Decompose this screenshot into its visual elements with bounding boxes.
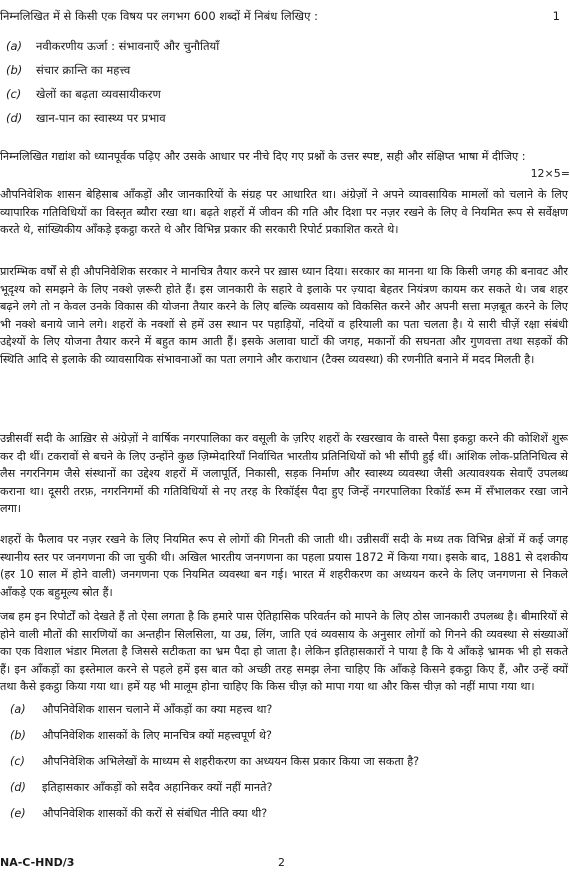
passage-paragraph-5: जब हम इन रिपोर्टों को देखते हैं तो ऐसा लगता है कि हमारे पास ऐतिहासिक परिवर्तन को मापने के लिए ठोस जानकारी उपलब्ध है। बीमारियों से होने वाली मौतों की सारणियों का अन्तहीन सिलसिला, या उम्र, लिंग, जाति एवं व्यवसाय के अनुसार लोगों को गिनने की व्यवस्था से संख्याओं का एक विशाल भंडार मिलता है जिससे सटीकता का भ्रम पैदा हो जाता है। लेकिन इतिहासकारों ने पाया है कि ये आँकड़े भ्रामक भी हो सकते हैं। इन आँकड़ों का इस्तेमाल करने से पहले हमें इस बात को अच्छी तरह समझ लेना चाहिए कि आँकड़े किसने इकट्ठा किए हैं, और उन्हें क्यों तथा कैसे इकट्ठा किया गया था। हमें यह भी मालूम होना चाहिए कि किस चीज़ को मापा गया था और किस चीज़ को नहीं मापा गया था। — [0, 610, 568, 694]
option-label: (b) — [6, 63, 23, 77]
question-1 — [0, 8, 560, 24]
passage-paragraph-4: शहरों के फैलाव पर नज़र रखने के लिए नियमित रूप से लोगों की गिनती की जाती थी। उन्नीसवीं सदी के मध्य तक विभिन्न क्षेत्रों में कई जगह स्थानीय स्तर पर जनगणना की जा चुकी थी। अखिल भारतीय जनगणना का पहला प्रयास 1872 में किया गया। इसके बाद, 1881 से दशकीय (हर 10 साल में होने वाली) जनगणना एक नियमित व्यवस्था बन गई। भारत में शहरीकरण का अध्ययन करने के लिए जनगणना से निकले आँकड़े एक बहुमूल्य स्रोत हैं। — [0, 533, 568, 599]
option-label: (a) — [6, 39, 23, 53]
question-1-marks: 1 — [552, 9, 560, 23]
essay-option-b — [6, 62, 130, 78]
passage-paragraph-2: प्रारम्भिक वर्षों से ही औपनिवेशिक सरकार ने मानचित्र तैयार करने पर ख़ास ध्यान दिया। सरकार का मानना था कि किसी जगह की बनावट और भूदृश्य को समझने के लिए नक्शे ज़रूरी होते हैं। इस जानकारी के सहारे वे इलाके पर ज़्यादा बेहतर नियंत्रण कायम कर सकते थे। जब शहर बढ़ने लगे तो न केवल उनके विकास की योजना तैयार करने के लिए बल्कि व्यवसाय को विकसित करने और अपनी सत्ता मज़बूत करने के लिए भी नक्शे बनाये जाने लगे। शहरों के नक्शों से हमें उस स्थान पर पहाड़ियों, नदियों व हरियाली का पता चलता है। ये सारी चीज़ें रक्षा संबंधी उद्देश्यों के लिए योजना तैयार करने में बहुत काम आती हैं। इसके अलावा घाटों की जगह, मकानों की सघनता और गुणवत्ता तथा सड़कों की स्थिति आदि से इलाके की व्यावसायिक संभावनाओं का पता लगाने और कराधान (टैक्स व्यवस्था) की रणनीति बनाने में मदद मिलती है। — [0, 265, 568, 366]
essay-option-c — [6, 86, 161, 102]
option-label: (d) — [6, 111, 23, 125]
question-1-instruction: निम्नलिखित में से किसी एक विषय पर लगभग 600 शब्दों में निबंध लिखिए : — [0, 9, 318, 23]
question-2-marks: 12×5= — [530, 167, 570, 180]
subquestion-e — [10, 806, 267, 822]
page-number: 2 — [278, 856, 285, 869]
essay-option-a — [6, 38, 219, 54]
subquestion-a — [10, 702, 272, 718]
subquestion-text: औपनिवेशिक शासन चलाने में आँकड़ों का क्या महत्त्व था? — [42, 703, 273, 716]
subquestion-label: (b) — [10, 729, 26, 742]
passage-paragraph-3: उन्नीसवीं सदी के आख़िर से अंग्रेज़ों ने वार्षिक नगरपालिका कर वसूली के ज़रिए शहरों के रखरखाव के वास्ते पैसा इकट्ठा करने की कोशिशें शुरू कर दी थीं। टकरावों से बचने के लिए उन्होंने कुछ ज़िम्मेदारियाँ निर्वाचित भारतीय प्रतिनिधियों को भी सौंपी हुई थीं। आंशिक लोक-प्रतिनिधित्व से लैस नगरनिगम जैसे संस्थानों का उद्देश्य शहरों में जलापूर्ति, निकासी, सड़क निर्माण और स्वास्थ्य व्यवस्था जैसी अत्यावश्यक सेवाएँ उपलब्ध कराना था। दूसरी तरफ़, नगरनिगमों की गतिविधियों से नए तरह के रिकॉर्ड्स पैदा हुए जिन्हें नगरपालिका रिकॉर्ड रूम में सँभालकर रखा जाने लगा। — [0, 432, 568, 516]
subquestion-label: (a) — [10, 703, 26, 716]
passage-paragraph-1: औपनिवेशिक शासन बेहिसाब आँकड़ों और जानकारियों के संग्रह पर आधारित था। अंग्रेज़ों ने अपने व्यावसायिक मामलों को चलाने के लिए व्यापारिक गतिविधियों का विस्तृत ब्यौरा रखा था। बढ़ते शहरों में जीवन की गति और दिशा पर नज़र रखने के लिए वे नियमित रूप से सर्वेक्षण करते थे, सांख्यिकीय आँकड़े इकट्ठा करते थे और विभिन्न प्रकार की सरकारी रिपोर्ट प्रकाशित करते थे। — [0, 188, 568, 237]
subquestion-text: औपनिवेशिक अभिलेखों के माध्यम से शहरीकरण का अध्ययन किस प्रकार किया जा सकता है? — [42, 755, 420, 768]
subquestion-label: (d) — [10, 781, 26, 794]
option-text: खेलों का बढ़ता व्यवसायीकरण — [36, 87, 161, 101]
essay-option-d — [6, 110, 166, 126]
subquestion-text: इतिहासकार आँकड़ों को सदैव अहानिकर क्यों नहीं मानते? — [42, 781, 273, 794]
subquestion-d — [10, 780, 272, 796]
subquestion-b — [10, 728, 272, 744]
option-label: (c) — [6, 87, 22, 101]
option-text: खान-पान का स्वास्थ्य पर प्रभाव — [36, 111, 166, 125]
option-text: नवीकरणीय ऊर्जा : संभावनाएँ और चुनौतियाँ — [36, 39, 220, 53]
paper-code: NA-C-HND/3 — [0, 856, 75, 869]
subquestion-label: (c) — [10, 755, 25, 768]
subquestion-label: (e) — [10, 807, 26, 820]
subquestion-c — [10, 754, 419, 770]
subquestion-text: औपनिवेशिक शासकों की करों से संबंधित नीति क्या थी? — [42, 807, 268, 820]
option-text: संचार क्रान्ति का महत्त्व — [36, 63, 131, 77]
subquestion-text: औपनिवेशिक शासकों के लिए मानचित्र क्यों महत्त्वपूर्ण थे? — [42, 729, 272, 742]
question-2-instruction: निम्नलिखित गद्यांश को ध्यानपूर्वक पढ़िए और उसके आधार पर नीचे दिए गए प्रश्नों के उत्तर स्पष्ट, सही और संक्षिप्त भाषा में दीजिए : — [0, 150, 526, 163]
